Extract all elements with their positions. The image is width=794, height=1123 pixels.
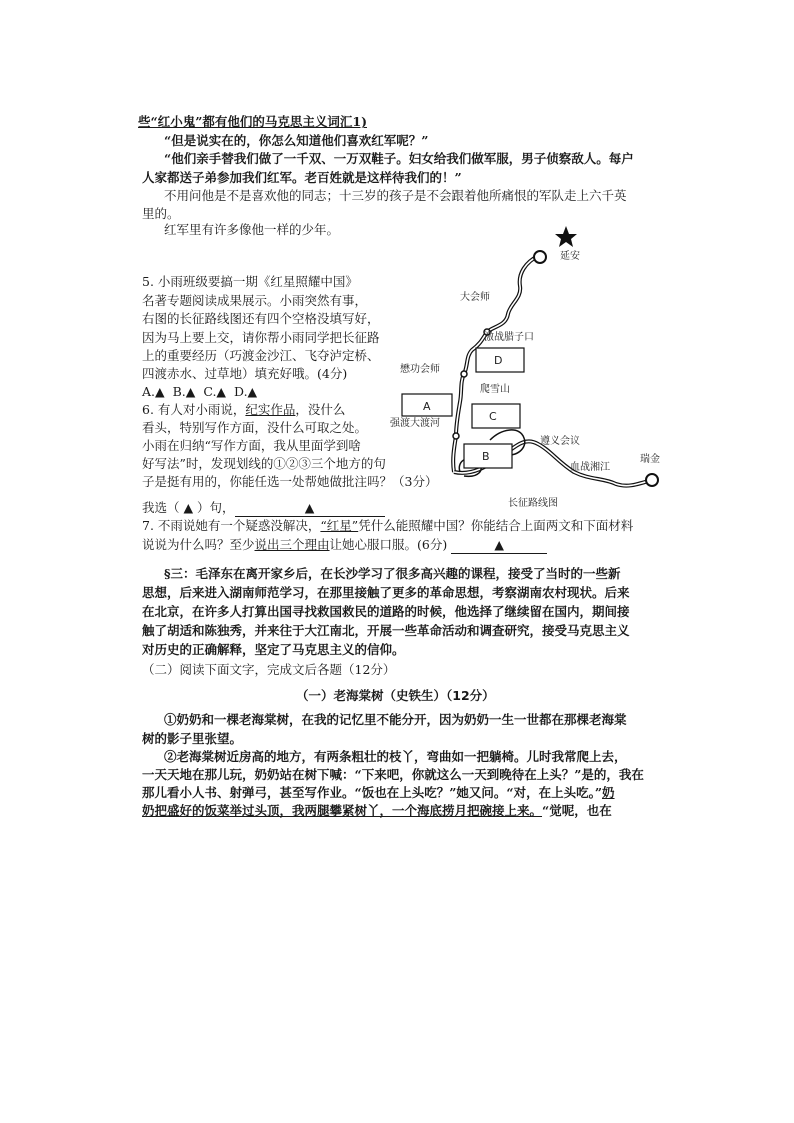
- excerpt-line-6: 里的。: [142, 206, 180, 221]
- material3-line-3: 在北京，在许多人打算出国寻找救国救民的道路的时候，他选择了继续留在国内，期间接: [142, 604, 630, 619]
- q5-answer-line[interactable]: A.▲ B.▲ C.▲ D.▲: [142, 384, 258, 399]
- material3-line-4: 触了胡适和陈独秀，并来往于大江南北，开展一些革命活动和调查研究，接受马克思主义: [142, 623, 630, 638]
- q6-line-4: 好写法”时，发现划线的①②③三个地方的句: [142, 456, 386, 471]
- material3-line-5: 对历史的正确解释，坚定了马克思主义的信仰。: [142, 642, 405, 657]
- material3-line-1: §三：毛泽东在离开家乡后，在长沙学习了很多高兴趣的课程，接受了当时的一些新: [164, 566, 621, 581]
- q5-line-5: 上的重要经历（巧渡金沙江、飞夺泸定桥、: [142, 348, 380, 363]
- excerpt-line-7: 红军里有许多像他一样的少年。: [164, 222, 340, 237]
- q5-line-4: 因为马上要上交，请你帮小雨同学把长征路: [142, 330, 380, 345]
- label-dadu: 强渡大渡河: [390, 418, 440, 429]
- excerpt-line-2: “但是说实在的，你怎么知道他们喜欢红军呢？”: [164, 133, 429, 148]
- q5-line-3: 右图的长征路线图还有四个空格没填写好，: [142, 311, 380, 326]
- q5-line-2: 名著专题阅读成果展示。小雨突然有事，: [142, 293, 368, 308]
- box-c[interactable]: [472, 404, 520, 428]
- q6-answer[interactable]: [142, 500, 385, 517]
- q6-line-3: 小雨在归纳“写作方面，我从里面学到啥: [142, 438, 361, 453]
- q6-blank[interactable]: ▲: [235, 500, 385, 517]
- box-a[interactable]: [402, 394, 452, 416]
- material3-line-2: 思想，后来进入湖南师范学习，在那里接触了更多的革命思想，考察湖南农村现状。后来: [142, 585, 630, 600]
- q6-line-1: 6. 有人对小雨说，纪实作品，没什么: [142, 402, 346, 417]
- label-maogong: 懋功会师: [400, 364, 440, 375]
- q6-line-2: 看头，特别写作方面，没什么可取之处。: [142, 420, 368, 435]
- q5-line-6: 四渡赤水、过草地）填充好哦。(4分): [142, 366, 348, 381]
- q5-line-1: 5. 小雨班级要搞一期《红星照耀中国》: [142, 274, 358, 289]
- q6-line-5: 子是挺有用的，你能任选一处帮她做批注吗？（3分）: [142, 474, 438, 489]
- para2-line-3: 那儿看小人书、射弹弓，甚至写作业。“饭也在上头吃？”她又问。“对，在上头吃。”奶: [142, 785, 615, 800]
- label-xueshan: 爬雪山: [480, 384, 510, 395]
- excerpt-line-4: 人家都送子弟参加我们红军。老百姓就是这样待我们的！”: [142, 170, 462, 185]
- q6-choice: 我选（ ▲ ）句，: [142, 500, 235, 515]
- ruijin-marker: [646, 474, 658, 486]
- excerpt-line-3: “他们亲手替我们做了一千双、一万双鞋子。妇女给我们做军服，男子侦察敌人。每户: [164, 151, 634, 166]
- label-ruijin: 瑞金: [640, 454, 660, 465]
- label-yanan: 延安: [560, 251, 580, 262]
- para2-line-2: 一天天地在那儿玩，奶奶站在树下喊：“下来吧，你就这么一天到晚待在上头？”是的，我在: [142, 767, 644, 782]
- svg-text:A: A: [423, 400, 431, 413]
- box-b[interactable]: [464, 444, 512, 468]
- svg-text:D: D: [494, 354, 503, 367]
- label-lazikou: 激战腊子口: [484, 332, 534, 343]
- para2-line-4: 奶把盛好的饭菜举过头顶，我两腿攀紧树丫，一个海底捞月把碗接上来。“觉呢，也在: [142, 803, 612, 818]
- map-caption: 长征路线图: [508, 498, 558, 509]
- q7-line-2: 说说为什么吗？至少说出三个理由让她心服口服。(6分) ▲: [142, 537, 547, 554]
- label-dahuishi: 大会师: [460, 292, 490, 303]
- para1-line-1: ①奶奶和一棵老海棠树，在我的记忆里不能分开，因为奶奶一生一世都在那棵老海棠: [164, 712, 627, 727]
- q7-blank[interactable]: ▲: [451, 537, 547, 554]
- q7-line-1: 7. 不雨说她有一个疑惑没解决，“红星”凭什么能照耀中国？你能结合上面两文和下面材料: [142, 518, 634, 533]
- label-zunyi: 遵义会议: [540, 436, 580, 447]
- svg-text:B: B: [482, 450, 490, 463]
- yanan-marker: [534, 251, 546, 263]
- box-d[interactable]: [476, 348, 524, 372]
- para1-line-2: 树的影子里张望。: [142, 731, 243, 746]
- excerpt-line-1: 些“红小鬼”都有他们的马克思主义词汇1): [138, 114, 367, 129]
- reading-title: （一）老海棠树（史铁生）（12分）: [296, 688, 495, 703]
- section2-heading: （二）阅读下面文字，完成文后各题（12分）: [142, 662, 396, 677]
- star-icon: [555, 226, 577, 247]
- para2-line-1: ②老海棠树近房高的地方，有两条粗壮的枝丫，弯曲如一把躺椅。儿时我常爬上去，: [164, 749, 627, 764]
- label-xiangjiang: 血战湘江: [570, 462, 610, 473]
- long-march-map: [390, 222, 680, 517]
- excerpt-line-5: 不用问他是不是喜欢他的同志；十三岁的孩子是不会跟着他所痛恨的军队走上六千英: [164, 188, 627, 203]
- svg-text:C: C: [489, 410, 497, 423]
